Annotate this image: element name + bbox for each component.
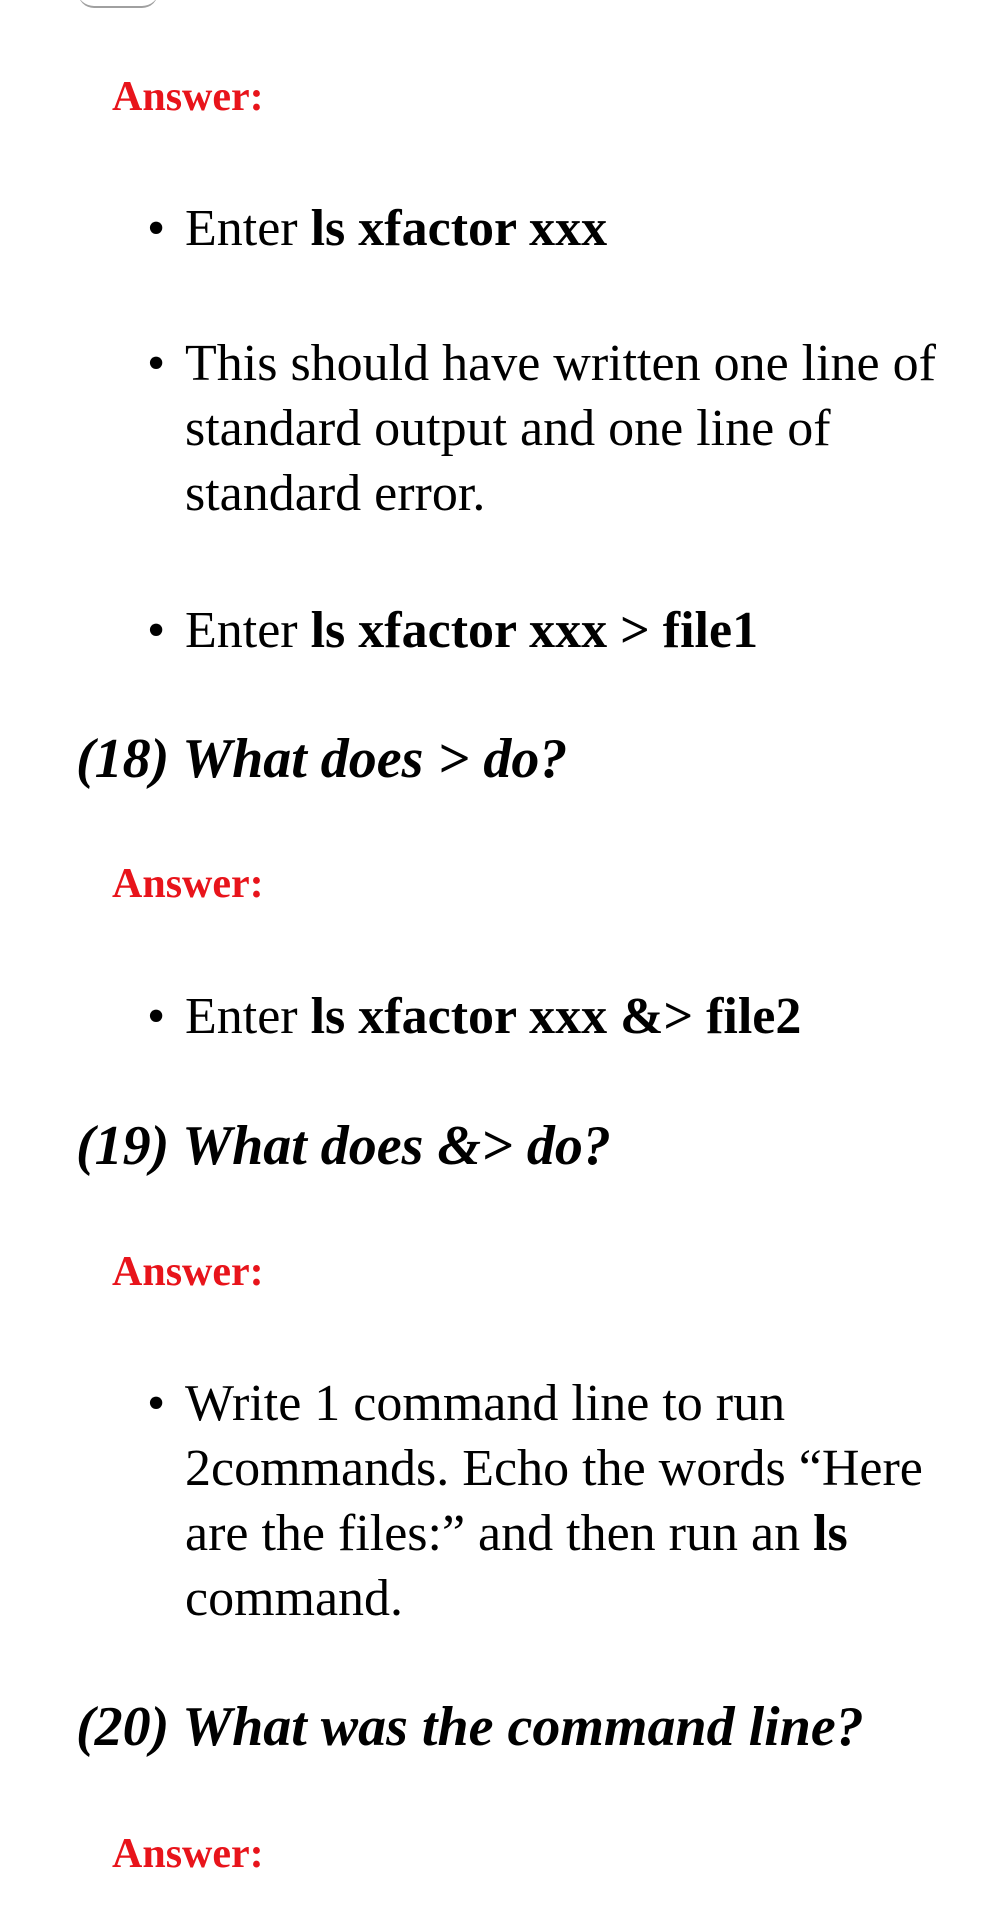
bullet-text-3: Enter ls xfactor xxx > file1 xyxy=(185,602,759,659)
bullet-dot: • xyxy=(147,200,166,257)
bullet-dot: • xyxy=(147,602,166,659)
question-18: (18) What does > do? xyxy=(76,728,568,790)
command-text: ls xfactor xxx &> file2 xyxy=(310,988,802,1045)
bullet-text-1: Enter ls xfactor xxx xyxy=(185,200,608,257)
bullet-item-5 xyxy=(147,1371,937,1631)
bullet-dot: • xyxy=(147,988,166,1045)
bullet-text-5: Write 1 command line to run 2commands. Echo the words “Here are the files:” and then run an ls command. xyxy=(185,1375,923,1627)
question-19: (19) What does &> do? xyxy=(76,1115,611,1177)
command-text: ls xfactor xxx > file1 xyxy=(310,602,759,659)
answer-label-4: Answer: xyxy=(112,1831,264,1877)
answer-label-2: Answer: xyxy=(112,861,264,907)
answer-label-3: Answer: xyxy=(112,1249,264,1295)
bullet-dot: • xyxy=(147,1375,166,1432)
page-top-fragment xyxy=(78,0,158,8)
command-text: ls xyxy=(813,1505,848,1562)
bullet-text-4: Enter ls xfactor xxx &> file2 xyxy=(185,988,802,1045)
question-20: (20) What was the command line? xyxy=(76,1696,864,1758)
bullet-text-2: This should have written one line of standard output and one line of standard error. xyxy=(185,335,936,522)
bullet-item-2 xyxy=(147,331,937,526)
command-text: ls xfactor xxx xyxy=(310,200,608,257)
answer-label-1: Answer: xyxy=(112,74,264,120)
bullet-item-4 xyxy=(147,984,937,1049)
bullet-item-3 xyxy=(147,598,937,663)
bullet-item-1 xyxy=(147,196,937,261)
bullet-dot: • xyxy=(147,335,166,392)
